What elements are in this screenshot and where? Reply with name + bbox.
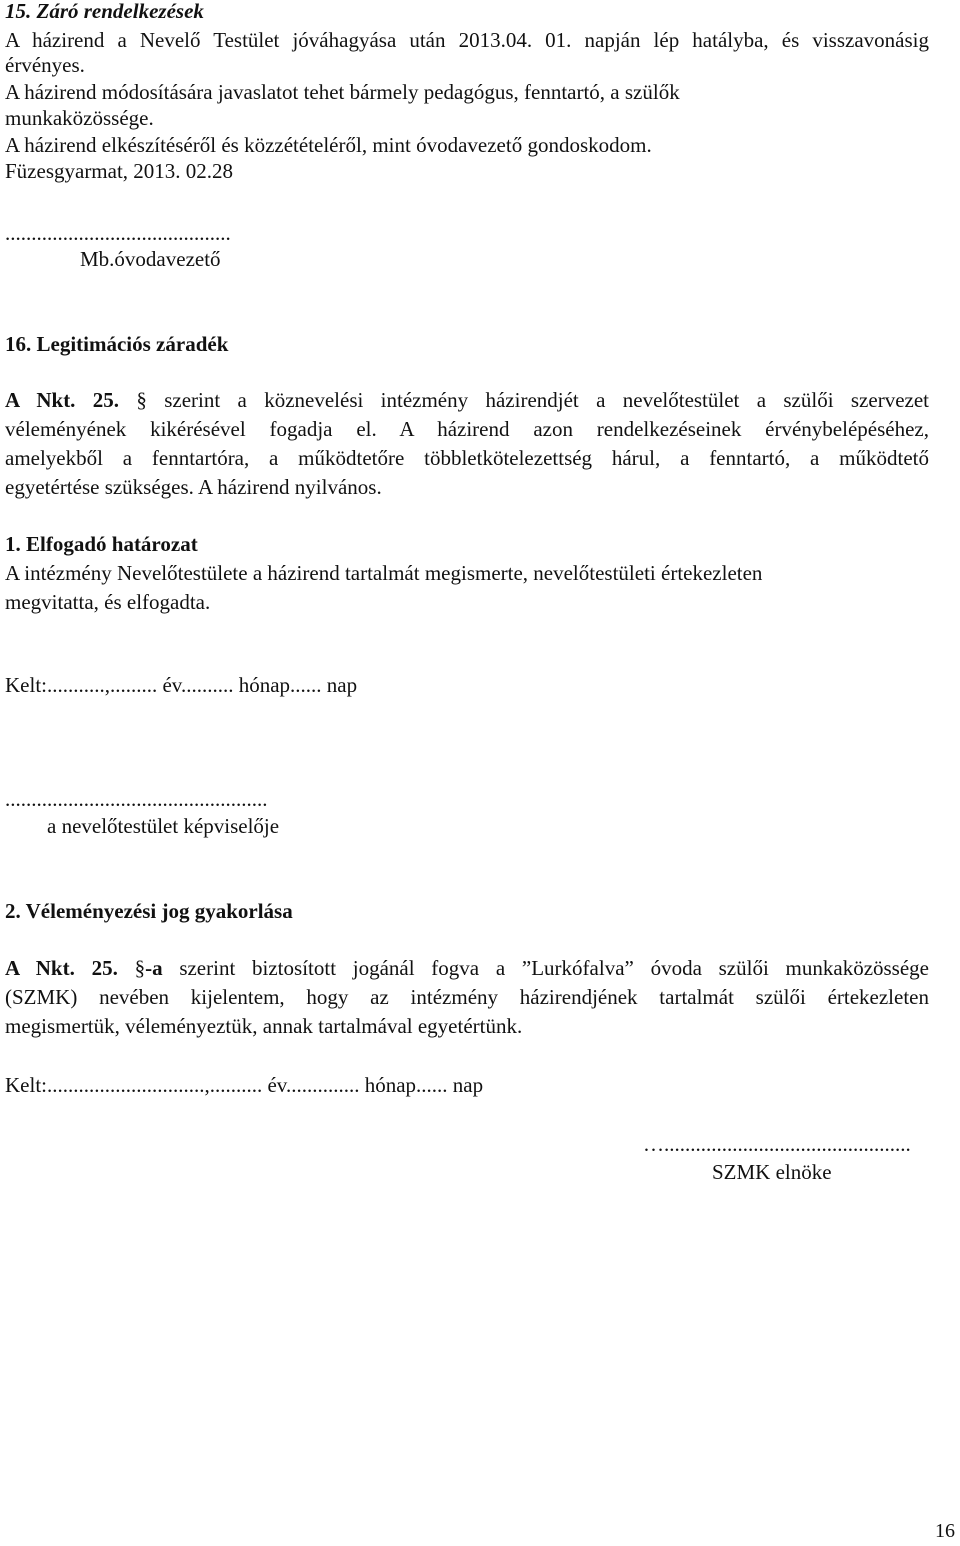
resolution-2-para-line-2: (SZMK) nevében kijelentem, hogy az intézmény házirendjének tartalmát szülői értekezleten [5,985,929,1009]
section-sign: § [134,956,146,980]
signature-label: Mb.óvodavezető [80,247,221,271]
resolution-2-heading: 2. Véleményezési jog gyakorlása [5,899,293,923]
resolution-1-para-line-2: megvitatta, és elfogadta. [5,590,211,614]
section-16-para-line-4: egyetértése szükséges. A házirend nyilvános. [5,475,382,499]
section-16-heading: 16. Legitimációs záradék [5,332,229,356]
resolution-1-heading: 1. Elfogadó határozat [5,532,198,556]
law-reference: A Nkt. 25. [5,956,118,980]
section-15-para-3: A házirend elkészítéséről és közzétételéről, mint óvodavezető gondoskodom. [5,133,652,157]
resolution-1-para-line-1: A intézmény Nevelőtestülete a házirend tartalmát megismerte, nevelőtestületi értekezleten [5,561,763,585]
resolution-2-signature-label: SZMK elnöke [712,1160,832,1184]
section-16-para-line-1 [5,386,929,415]
section-16-para-line-1-text: szerint a köznevelési intézmény házirendjét a nevelőtestület a szülői szervezet [146,388,929,412]
section-15-para-2-line-1: A házirend módosítására javaslatot tehet bármely pedagógus, fenntartó, a szülők [5,80,680,104]
resolution-2-para-line-3: megismertük, véleményeztük, annak tartalmával egyetértünk. [5,1014,523,1038]
signature-line: ........................................... [5,221,231,245]
resolution-2-signature-line: …............................................... [643,1132,911,1156]
law-reference: A Nkt. 25. [5,388,120,412]
section-15-para-1-line-2: érvényes. [5,53,85,77]
section-16-para-line-3: amelyekből a fenntartóra, a működtetőre többletkötelezettség hárul, a fenntartó, a működtető [5,446,929,470]
resolution-1-signature-line: .................................................. [5,787,268,811]
resolution-2-kelt-line: Kelt:..............................,.......... év.............. hónap...... nap [5,1073,484,1097]
resolution-2-para-line-1 [5,954,929,983]
resolution-1-signature-label: a nevelőtestület képviselője [47,814,280,838]
law-reference-suffix: -a [145,956,163,980]
section-16-para-line-2: véleményének kikérésével fogadja el. A házirend azon rendelkezéseinek érvénybelépéséhez, [5,417,929,441]
section-sign: § [136,388,147,412]
resolution-2-para-line-1-text: szerint biztosított jogánál fogva a ”Lurkófalva” óvoda szülői munkaközössége [162,956,929,980]
resolution-1-kelt-line: Kelt:...........,......... év.......... hónap...... nap [5,673,358,697]
page-number: 16 [935,1520,955,1542]
place-and-date: Füzesgyarmat, 2013. 02.28 [5,159,234,183]
section-15-heading: 15. Záró rendelkezések [5,0,204,23]
section-15-para-1-line-1: A házirend a Nevelő Testület jóváhagyása után 2013.04. 01. napján lép hatályba, és visszavonásig [5,28,929,52]
section-15-para-2-line-2: munkaközössége. [5,106,154,130]
